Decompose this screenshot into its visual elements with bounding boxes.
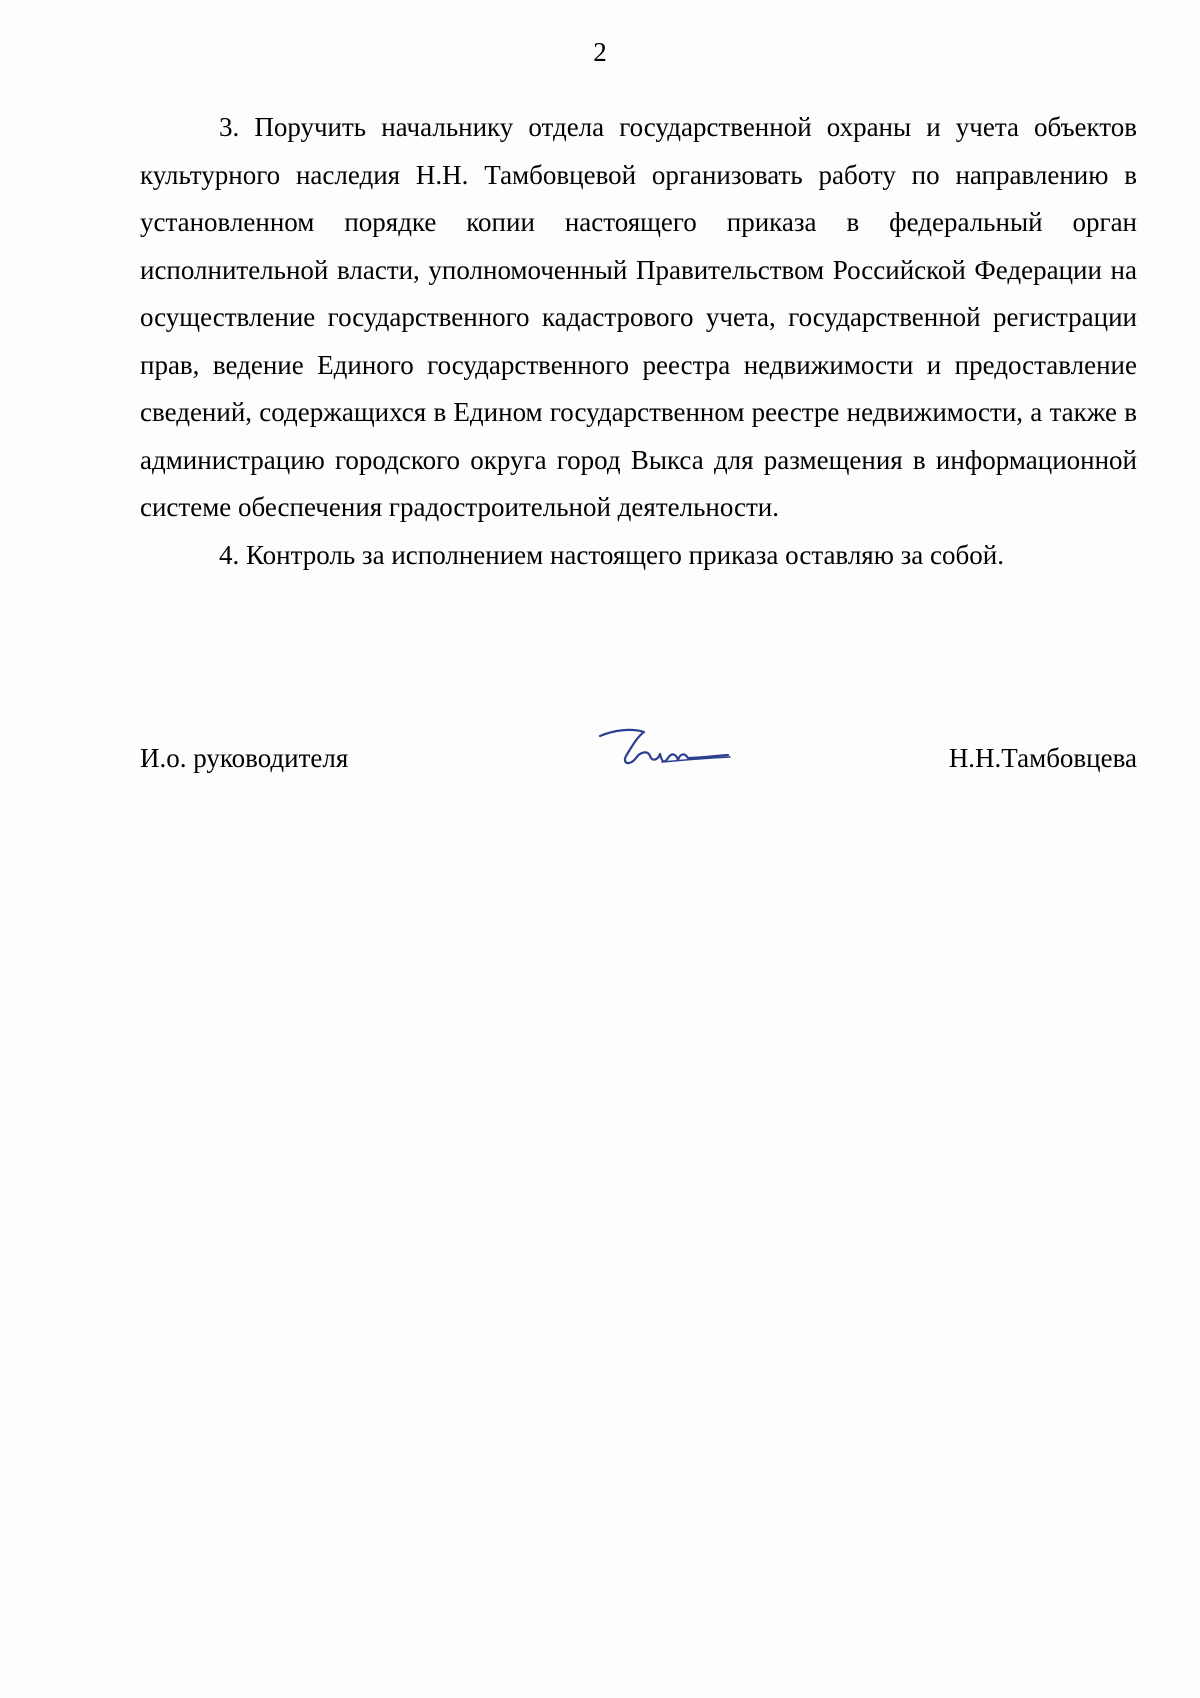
document-body xyxy=(140,104,1137,579)
handwritten-signature xyxy=(592,722,732,774)
signer-title: И.о. руководителя xyxy=(140,743,349,773)
page-number: 2 xyxy=(593,37,607,67)
paragraph-3: 3. Поручить начальнику отдела государственной охраны и учета объектов культурного наследия Н.Н. Тамбовцевой организовать работу по направлению в установленном порядке копии настоящего приказа в федеральный орган исполнительной власти, уполномоченный Правительством Российской Федерации на осуществление государственного кадастрового учета, государственной регистрации прав, ведение Единого государственного реестра недвижимости и предоставление сведений, содержащихся в Едином государственном реестре недвижимости, а также в администрацию городского округа город Выкса для размещения в информационной системе обеспечения градостроительной деятельности. xyxy=(140,112,1137,522)
signature-block xyxy=(140,738,1137,786)
paragraph-4: 4. Контроль за исполнением настоящего приказа оставляю за собой. xyxy=(219,539,1004,570)
signer-name: Н.Н.Тамбовцева xyxy=(948,743,1137,773)
